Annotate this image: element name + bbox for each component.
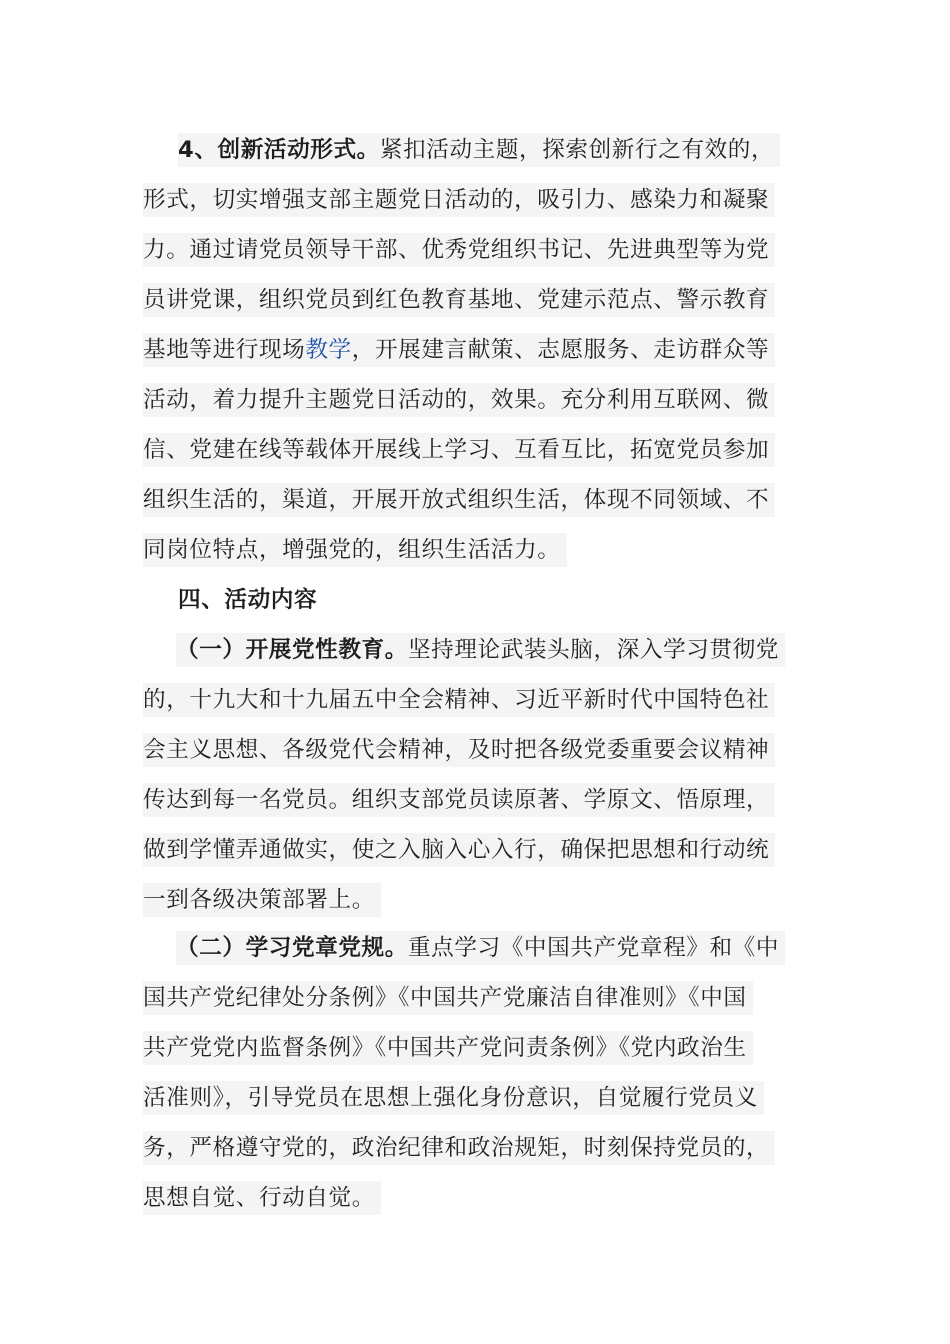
- paragraph-text: 坚持理论武装头脑，深入学习贯彻党: [407, 637, 780, 663]
- paragraph-line: 务，严格遵守党的，政治纪律和政治规矩，时刻保持党员的，: [143, 1131, 775, 1165]
- paragraph-text: ，开展建言献策、志愿服务、走访群众等: [351, 337, 770, 363]
- item-heading: 4、创新活动形式。: [178, 137, 380, 163]
- paragraph-line: 同岗位特点，增强党的，组织生活活力。: [143, 533, 567, 567]
- paragraph-line: [143, 333, 775, 367]
- item-heading: （一）开展党性教育。: [176, 637, 408, 663]
- paragraph-text: 重点学习《中国共产党章程》和《中: [407, 935, 780, 961]
- paragraph-line: 一到各级决策部署上。: [143, 883, 381, 917]
- paragraph-line: 传达到每一名党员。组织支部党员读原著、学原文、悟原理，: [143, 783, 775, 817]
- paragraph-line: [176, 931, 785, 965]
- paragraph-line: 的，十九大和十九届五中全会精神、习近平新时代中国特色社: [143, 683, 775, 717]
- paragraph-line: [178, 133, 780, 167]
- paragraph-line: 会主义思想、各级党代会精神，及时把各级党委重要会议精神: [143, 733, 775, 767]
- paragraph-line: [176, 633, 785, 667]
- paragraph-line: 员讲党课，组织党员到红色教育基地、党建示范点、警示教育: [143, 283, 775, 317]
- paragraph-line: 共产党党内监督条例》《中国共产党问责条例》《党内政治生: [143, 1031, 753, 1065]
- paragraph-line: 活准则》，引导党员在思想上强化身份意识，自觉履行党员义: [143, 1081, 764, 1115]
- paragraph-line: 组织生活的，渠道，开展开放式组织生活，体现不同领域、不: [143, 483, 775, 517]
- paragraph-text: 基地等进行现场: [143, 337, 306, 363]
- paragraph-line: 信、党建在线等载体开展线上学习、互看互比，拓宽党员参加: [143, 433, 775, 467]
- paragraph-line: 做到学懂弄通做实，使之入脑入心入行，确保把思想和行动统: [143, 833, 775, 867]
- section-heading: 四、活动内容: [178, 587, 318, 613]
- paragraph-line: 思想自觉、行动自觉。: [143, 1181, 381, 1215]
- paragraph-line: 活动，着力提升主题党日活动的，效果。充分利用互联网、微: [143, 383, 775, 417]
- paragraph-line: 形式，切实增强支部主题党日活动的，吸引力、感染力和凝聚: [143, 183, 775, 217]
- paragraph-text: 紧扣活动主题，探索创新行之有效的，: [379, 137, 775, 163]
- paragraph-line: 国共产党纪律处分条例》《中国共产党廉洁自律准则》《中国: [143, 981, 753, 1015]
- teaching-link[interactable]: 教学: [305, 337, 352, 363]
- paragraph-line: 力。通过请党员领导干部、优秀党组织书记、先进典型等为党: [143, 233, 775, 267]
- item-heading: （二）学习党章党规。: [176, 935, 408, 961]
